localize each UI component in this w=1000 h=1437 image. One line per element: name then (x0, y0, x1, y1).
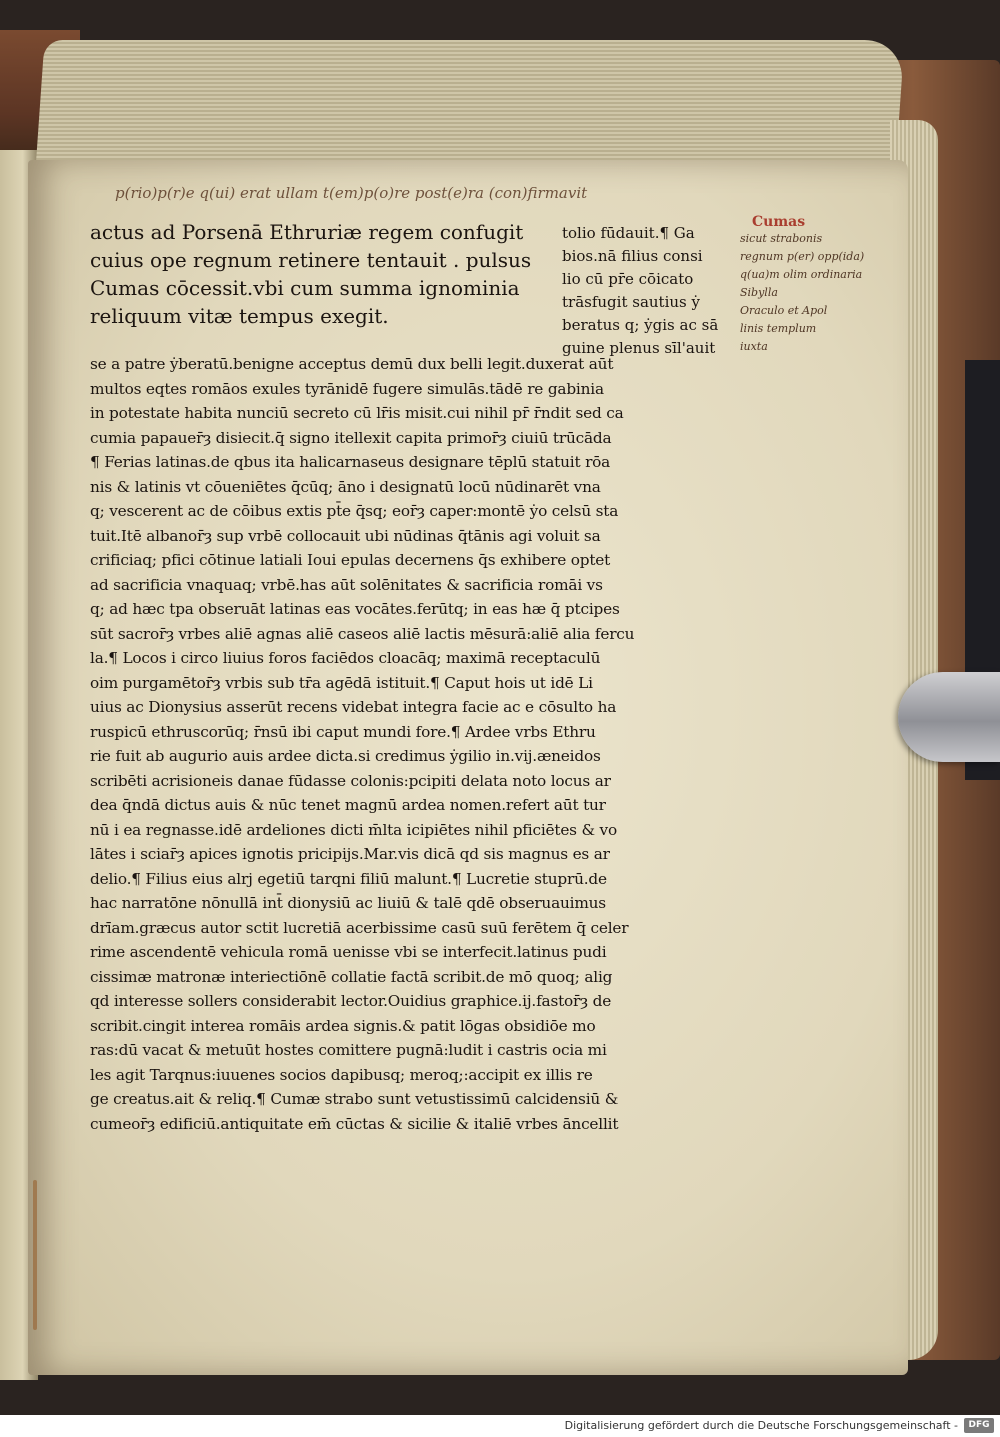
heading-line: Cumas cōcessit.vbi cum summa ignominia (90, 276, 520, 300)
funding-credit: Digitalisierung gefördert durch die Deutsche Forschungsgemeinschaft - (564, 1419, 958, 1432)
text-line: rime ascendentē vehicula romā uenisse vbi se interfecit.latinus pudi (90, 943, 607, 961)
text-line: ras:dū vacat & metuūt hostes comittere pugnā:ludit i castris ocia mi (90, 1041, 607, 1059)
text-line: dea q̄ndā dictus auis & nūc tenet magnū ardea nomen.refert aūt tur (90, 796, 606, 814)
text-line: delio.¶ Filius eius alrj egetiū tarqni filiū malunt.¶ Lucretie stuprū.de (90, 869, 607, 888)
text-line: lātes i sciar̄ȝ apices ignotis pricipijs.Mar.vis dicā qd sis magnus es ar (90, 845, 610, 863)
text-line: ruspicū ethruscorūq; r̄nsū ibi caput mundi fore.¶ Ardee vrbs Ethru (90, 722, 596, 741)
right-column-text (562, 222, 742, 360)
text-line: drīam.græcus autor sctit lucretiā acerbissime casū suū ferētem q̄ celer (90, 918, 629, 937)
text-line: oim purgamētor̄ȝ vrbis sub tr̄a agēdā istituit.¶ Caput hois ut idē Li (90, 673, 593, 692)
side-note-line: Sibylla (740, 286, 778, 299)
text-line: multos eqtes romāos exules tyrānidē fugere simulās.tādē re gabinia (90, 379, 604, 398)
text-line: cumia papauer̄ȝ disiecit.q̄ signo itellexit capita primor̄ȝ ciuiū trūcāda (90, 428, 612, 447)
footer-bar (0, 1415, 1000, 1437)
right-column-line: tolio fūdauit.¶ Ga (562, 224, 695, 242)
text-line: scribit.cingit interea romāis ardea signis.& patit lōgas obsidiōe mo (90, 1016, 596, 1035)
right-column-line: bios.nā filius consi (562, 247, 703, 265)
side-note-line: iuxta (740, 340, 768, 353)
text-line: la.¶ Locos i circo liuius foros faciēdos cloacāq; maximā receptaculū (90, 649, 601, 667)
marginal-side-notes (740, 230, 890, 356)
text-line: cissimæ matronæ interiectiōnē collatie factā scribit.de mō quoq; alig (90, 967, 613, 986)
text-line: crificiaq; pfici cōtinue latiali Ioui epulas decernens q̄s exhibere optet (90, 551, 611, 569)
right-column-line: trāsfugit sautius ẏ (562, 293, 700, 311)
text-line: nū i ea regnasse.idē ardeliones dicti m̄lta icipiētes nihil pficiētes & vo (90, 820, 618, 839)
page-stack-top-edge (35, 40, 904, 170)
side-note-line: regnum p(er) opp(ida) (740, 250, 865, 263)
side-note-line: sicut strabonis (740, 232, 823, 245)
text-line: hac narratōne nōnullā int̄ dionysiū ac liuiū & talē qdē obseruauimus (90, 894, 606, 912)
text-line: q; vescerent ac de cōibus extis pt̄e q̄sq; eor̄ȝ caper:montē ẏo celsū sta (90, 502, 619, 520)
margin-pencil-mark (33, 1180, 37, 1330)
text-line: scribēti acrisioneis danae fūdasse colonis:pcipiti delata noto locus ar (90, 771, 611, 790)
marginal-red-note: Cumas (752, 214, 806, 230)
text-line: sūt sacror̄ȝ vrbes aliē agnas aliē caseos aliē lactis mēsurā:aliē alia fercu (90, 624, 635, 643)
text-line: nis & latinis vt cōueniētes q̄cūq; āno i designatū locū nūdinarēt vna (90, 477, 601, 496)
text-line: in potestate habita nunciū secreto cū lr̄is misit.cui nihil pr̄ r̄ndit sed ca (90, 404, 624, 422)
side-note-line: q(ua)m olim ordinaria (740, 268, 863, 281)
commentary-text-block (90, 352, 742, 1136)
text-line: les agit Tarqnus:iuuenes socios dapibusq; meroq;:accipit ex illis re (90, 1065, 593, 1084)
heading-line: actus ad Porsenā Ethruriæ regem confugit (90, 220, 524, 244)
heading-text-block (90, 218, 552, 330)
text-line: q; ad hæc tpa obseruāt latinas eas vocātes.ferūtq; in eas hæ q̄ ptcipes (90, 600, 620, 618)
right-column-line: lio cū pr̄e cōicato (562, 270, 694, 288)
dfg-logo: DFG (964, 1418, 994, 1433)
text-line: uius ac Dionysius asserūt recens videbat integra facie ac e cōsulto ha (90, 698, 617, 716)
text-line: tuit.Itē albanor̄ȝ sup vrbē collocauit ubi nūdinas q̄tānis agi voluit sa (90, 526, 601, 545)
text-line: ¶ Ferias latinas.de qbus ita halicarnaseus designare tēplū statuit rōa (90, 453, 611, 471)
text-line: se a patre ẏberatū.benigne acceptus demū dux belli legit.duxerat aūt (90, 355, 614, 373)
side-note-line: linis templum (740, 322, 817, 335)
heading-line: cuius ope regnum retinere tentauit . pulsus (90, 248, 532, 272)
marginal-handwriting-top: p(rio)p(r)e q(ui) erat ullam t(em)p(o)re post(e)ra (con)firmavit (115, 184, 588, 202)
text-line: cumeor̄ȝ edificiū.antiquitate em̄ cūctas & sicilie & italiē vrbes āncellit (90, 1114, 619, 1133)
page-holder-clip (898, 672, 1000, 762)
right-column-line: guine plenus sīl'auit (562, 339, 716, 357)
text-line: rie fuit ab augurio auis ardee dicta.si credimus ẏgilio in.vij.æneidos (90, 747, 601, 765)
heading-line: reliquum vitæ tempus exegit. (90, 304, 389, 328)
text-line: ad sacrificia vnaquaq; vrbē.has aūt solēnitates & sacrificia romāi vs (90, 575, 603, 594)
text-line: ge creatus.ait & reliq.¶ Cumæ strabo sunt vetustissimū calcidensiū & (90, 1090, 619, 1108)
text-line: qd interesse sollers considerabit lector.Ouidius graphice.ij.fastor̄ȝ de (90, 992, 612, 1010)
right-column-line: beratus q; ẏgis ac sā (562, 316, 719, 334)
side-note-line: Oraculo et Apol (740, 304, 828, 317)
